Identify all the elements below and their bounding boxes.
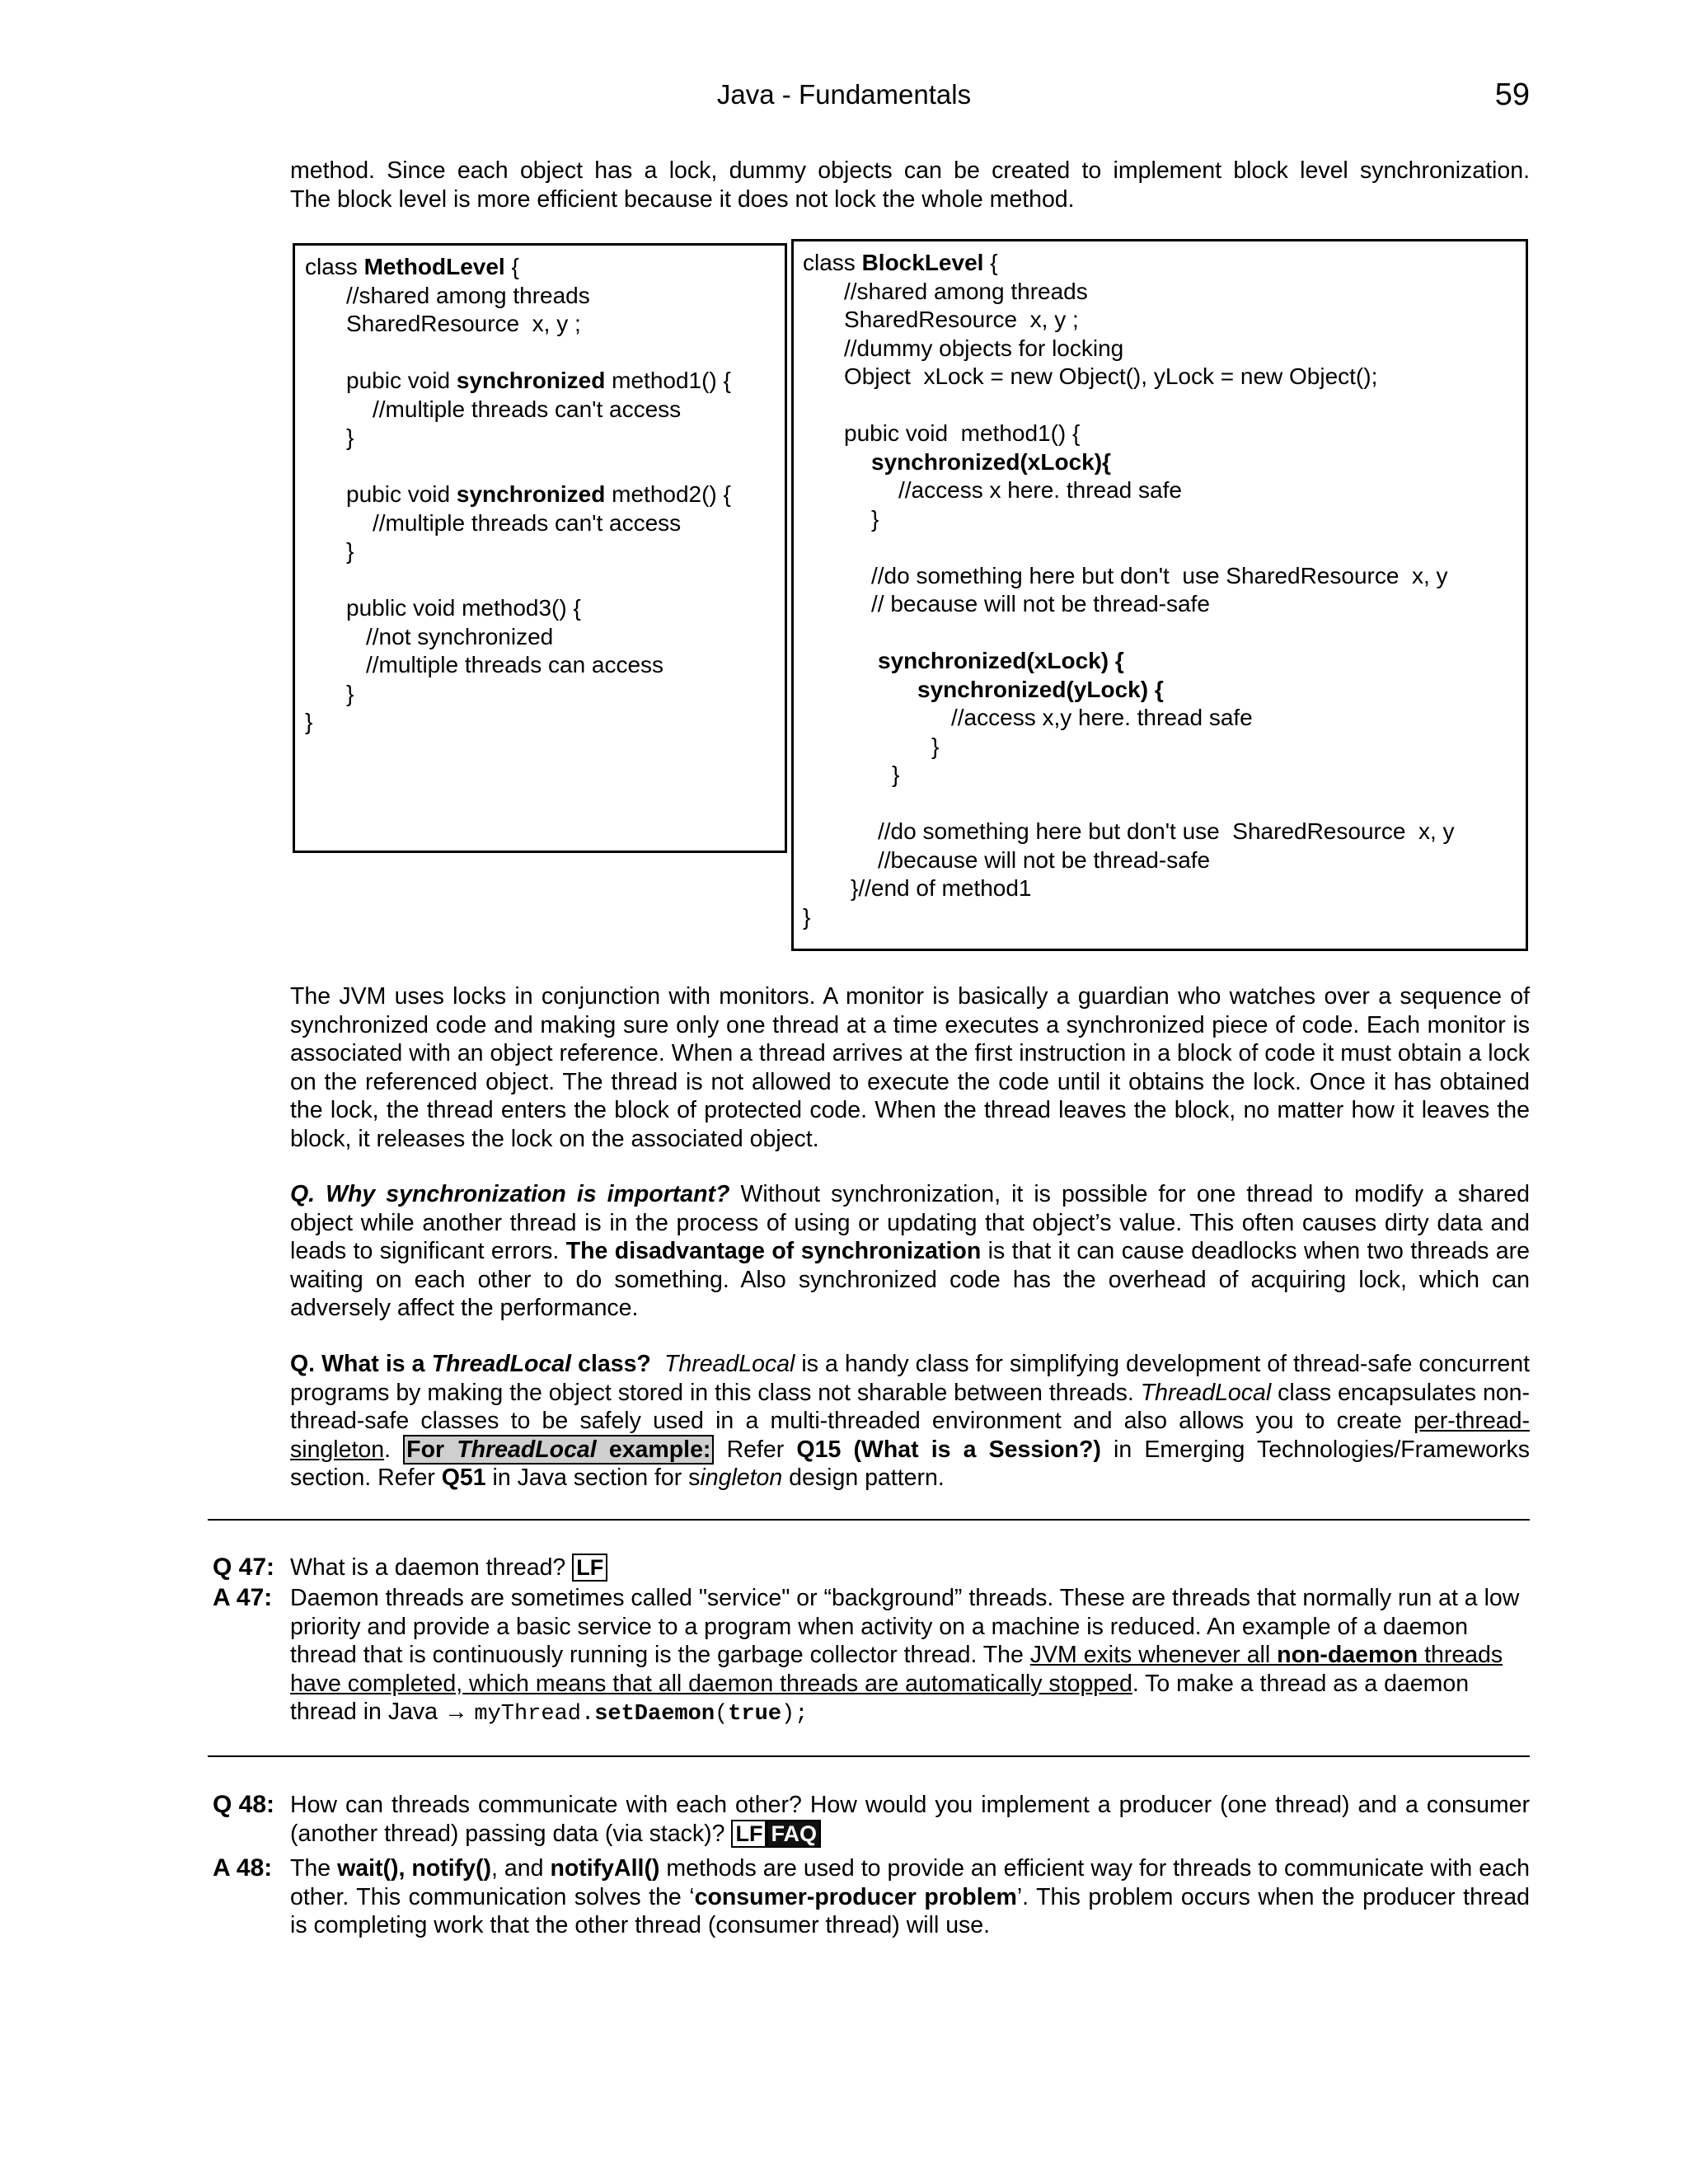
code-blank: [803, 533, 1526, 562]
code-line: public void method3() {: [346, 595, 581, 621]
jvm-monitor-paragraph: The JVM uses locks in conjunction with monitors. A monitor is basically a guardian who watches over a sequence of synchronized code and making sure only one thread at a time executes a synchronized piece of code. Each monitor is associated with an object reference. When a thread arrives at the first instruction in a block of code it must obtain a lock on the referenced object. The thread is not allowed to execute the code until it obtains the lock. Once it has obtained the lock, the thread enters the block of protected code. When the thread leaves the block, no matter how it leaves the block, it releases the lock on the associated object.: [290, 983, 1530, 1152]
code-line: //shared among threads: [346, 282, 590, 308]
code-line: }: [892, 762, 900, 787]
page-header: [0, 73, 1688, 114]
threadlocal-question: Q. What is a ThreadLocal class?: [290, 1351, 651, 1377]
code-line: }: [803, 903, 811, 930]
code-line: pubic void method1() {: [844, 420, 1081, 446]
code-line: SharedResource x, y ;: [844, 307, 1079, 332]
q48-question: How can threads communicate with each other? How would you implement a producer (one thread) and a consumer (another thread) passing data (via stack)? LF FAQ: [290, 1792, 1530, 1847]
code-line: pubic void synchronized method2() {: [346, 481, 731, 507]
code-line: synchronized(xLock) {: [878, 648, 1124, 673]
code-line: //dummy objects for locking: [844, 335, 1124, 361]
code-line: class BlockLevel {: [803, 250, 998, 275]
code-line: synchronized(yLock) {: [917, 676, 1164, 702]
code-blank: [305, 566, 785, 595]
code-line: class MethodLevel {: [305, 254, 519, 279]
intro-line-2: The block level is more efficient because it does not lock the whole method.: [290, 185, 1075, 213]
code-line: }//end of method1: [851, 875, 1032, 901]
header-title: Java - Fundamentals: [716, 79, 972, 110]
code-blank: [803, 790, 1526, 818]
q48-label: Q 48:: [213, 1791, 275, 1818]
block-level-code-box: [791, 239, 1528, 951]
code-line: //access x here. thread safe: [898, 477, 1182, 503]
code-line: }: [871, 505, 879, 532]
arrow-right-icon: →: [443, 1699, 468, 1725]
section-divider: [208, 1519, 1530, 1521]
page-number: 59: [1494, 77, 1530, 112]
code-line: // because will not be thread-safe: [871, 591, 1210, 616]
faq-badge: FAQ: [767, 1820, 821, 1848]
per-thread-singleton-link: per-thread-singleton: [290, 1408, 1530, 1463]
a48-answer: The wait(), notify(), and notifyAll() methods are used to provide an efficient way for threads to communicate with each other. This communication solves the ‘consumer-producer problem’. This problem occurs when the producer thread is completing work that the other thread (consumer thread) will use.: [290, 1855, 1531, 1938]
code-line: }: [346, 538, 354, 564]
lf-badge: LF: [572, 1554, 607, 1582]
q47-label: Q 47:: [213, 1554, 275, 1581]
threadlocal-example-highlight: For ThreadLocal example:: [403, 1435, 714, 1465]
code-line: //shared among threads: [844, 278, 1088, 304]
code-line: //access x,y here. thread safe: [951, 705, 1253, 730]
code-line: //because will not be thread-safe: [878, 846, 1211, 873]
intro-line-1: method. Since each object has a lock, dummy objects can be created to implement block level synchronization.: [290, 157, 1530, 184]
lf-badge: LF: [731, 1820, 767, 1848]
code-line: }: [931, 733, 940, 759]
code-line: }: [305, 709, 313, 734]
q47-question: What is a daemon thread? LF: [290, 1554, 1530, 1582]
code-line: }: [346, 424, 354, 450]
threadlocal-paragraph: Q. What is a ThreadLocal class? ThreadLocal is a handy class for simplifying development of thread-safe concurrent programs by making the object stored in this class not sharable between threads. ThreadLocal class encapsulates non-thread-safe classes to be safely used in a multi-threaded environment and also allows you to create per-thread-singleton. For ThreadLocal example: Refer Q15 (What is a Session?) in Emerging Technologies/Frameworks section. Refer Q51 in Java section for singleton design pattern.: [290, 1351, 1531, 1491]
set-daemon-code: myThread.setDaemon(true);: [474, 1702, 809, 1727]
code-line: //multiple threads can access: [366, 652, 664, 677]
code-line: Object xLock = new Object(), yLock = new Object();: [844, 363, 1378, 389]
code-line: //do something here but don't use SharedResource x, y: [878, 818, 1455, 844]
code-line: //multiple threads can't access: [373, 396, 682, 422]
why-sync-question: Q. Why synchronization is important?: [290, 1181, 730, 1207]
method-level-code-box: [293, 243, 787, 853]
intro-paragraph: [290, 157, 1530, 213]
code-line: SharedResource x, y ;: [346, 311, 581, 336]
code-line: synchronized(xLock){: [871, 448, 1111, 475]
code-blank: [305, 339, 785, 368]
code-line: }: [346, 680, 354, 706]
why-sync-paragraph: Q. Why synchronization is important? Without synchronization, it is possible for one thread to modify a shared object while another thread is in the process of using or updating that object’s value. This often causes dirty data and leads to significant errors. The disadvantage of synchronization is that it can cause deadlocks when two threads are waiting on each other to do something. Also synchronized code has the overhead of acquiring lock, which can adversely affect the performance.: [290, 1181, 1530, 1321]
code-blank: [803, 619, 1526, 648]
code-line: //do something here but don't use SharedResource x, y: [871, 562, 1448, 588]
a48-label: A 48:: [213, 1854, 273, 1882]
code-line: pubic void synchronized method1() {: [346, 368, 731, 393]
code-blank: [803, 391, 1526, 420]
a47-label: A 47:: [213, 1584, 273, 1611]
section-divider: [208, 1755, 1530, 1757]
code-blank: [305, 452, 785, 481]
code-line: //not synchronized: [366, 623, 554, 649]
a47-answer: Daemon threads are sometimes called "service" or “background” threads. These are threads that normally run at a low priority and provide a basic service to a program when activity on a machine is reduced. An example of a daemon thread that is continuously running is the garbage collector thread. The JVM exits whenever all non-daemon threads have completed, which means that all daemon threads are automatically stopped. To make a thread as a daemon thread in Java → myThread.setDaemon(true);: [290, 1585, 1520, 1727]
code-line: //multiple threads can't access: [373, 509, 682, 536]
